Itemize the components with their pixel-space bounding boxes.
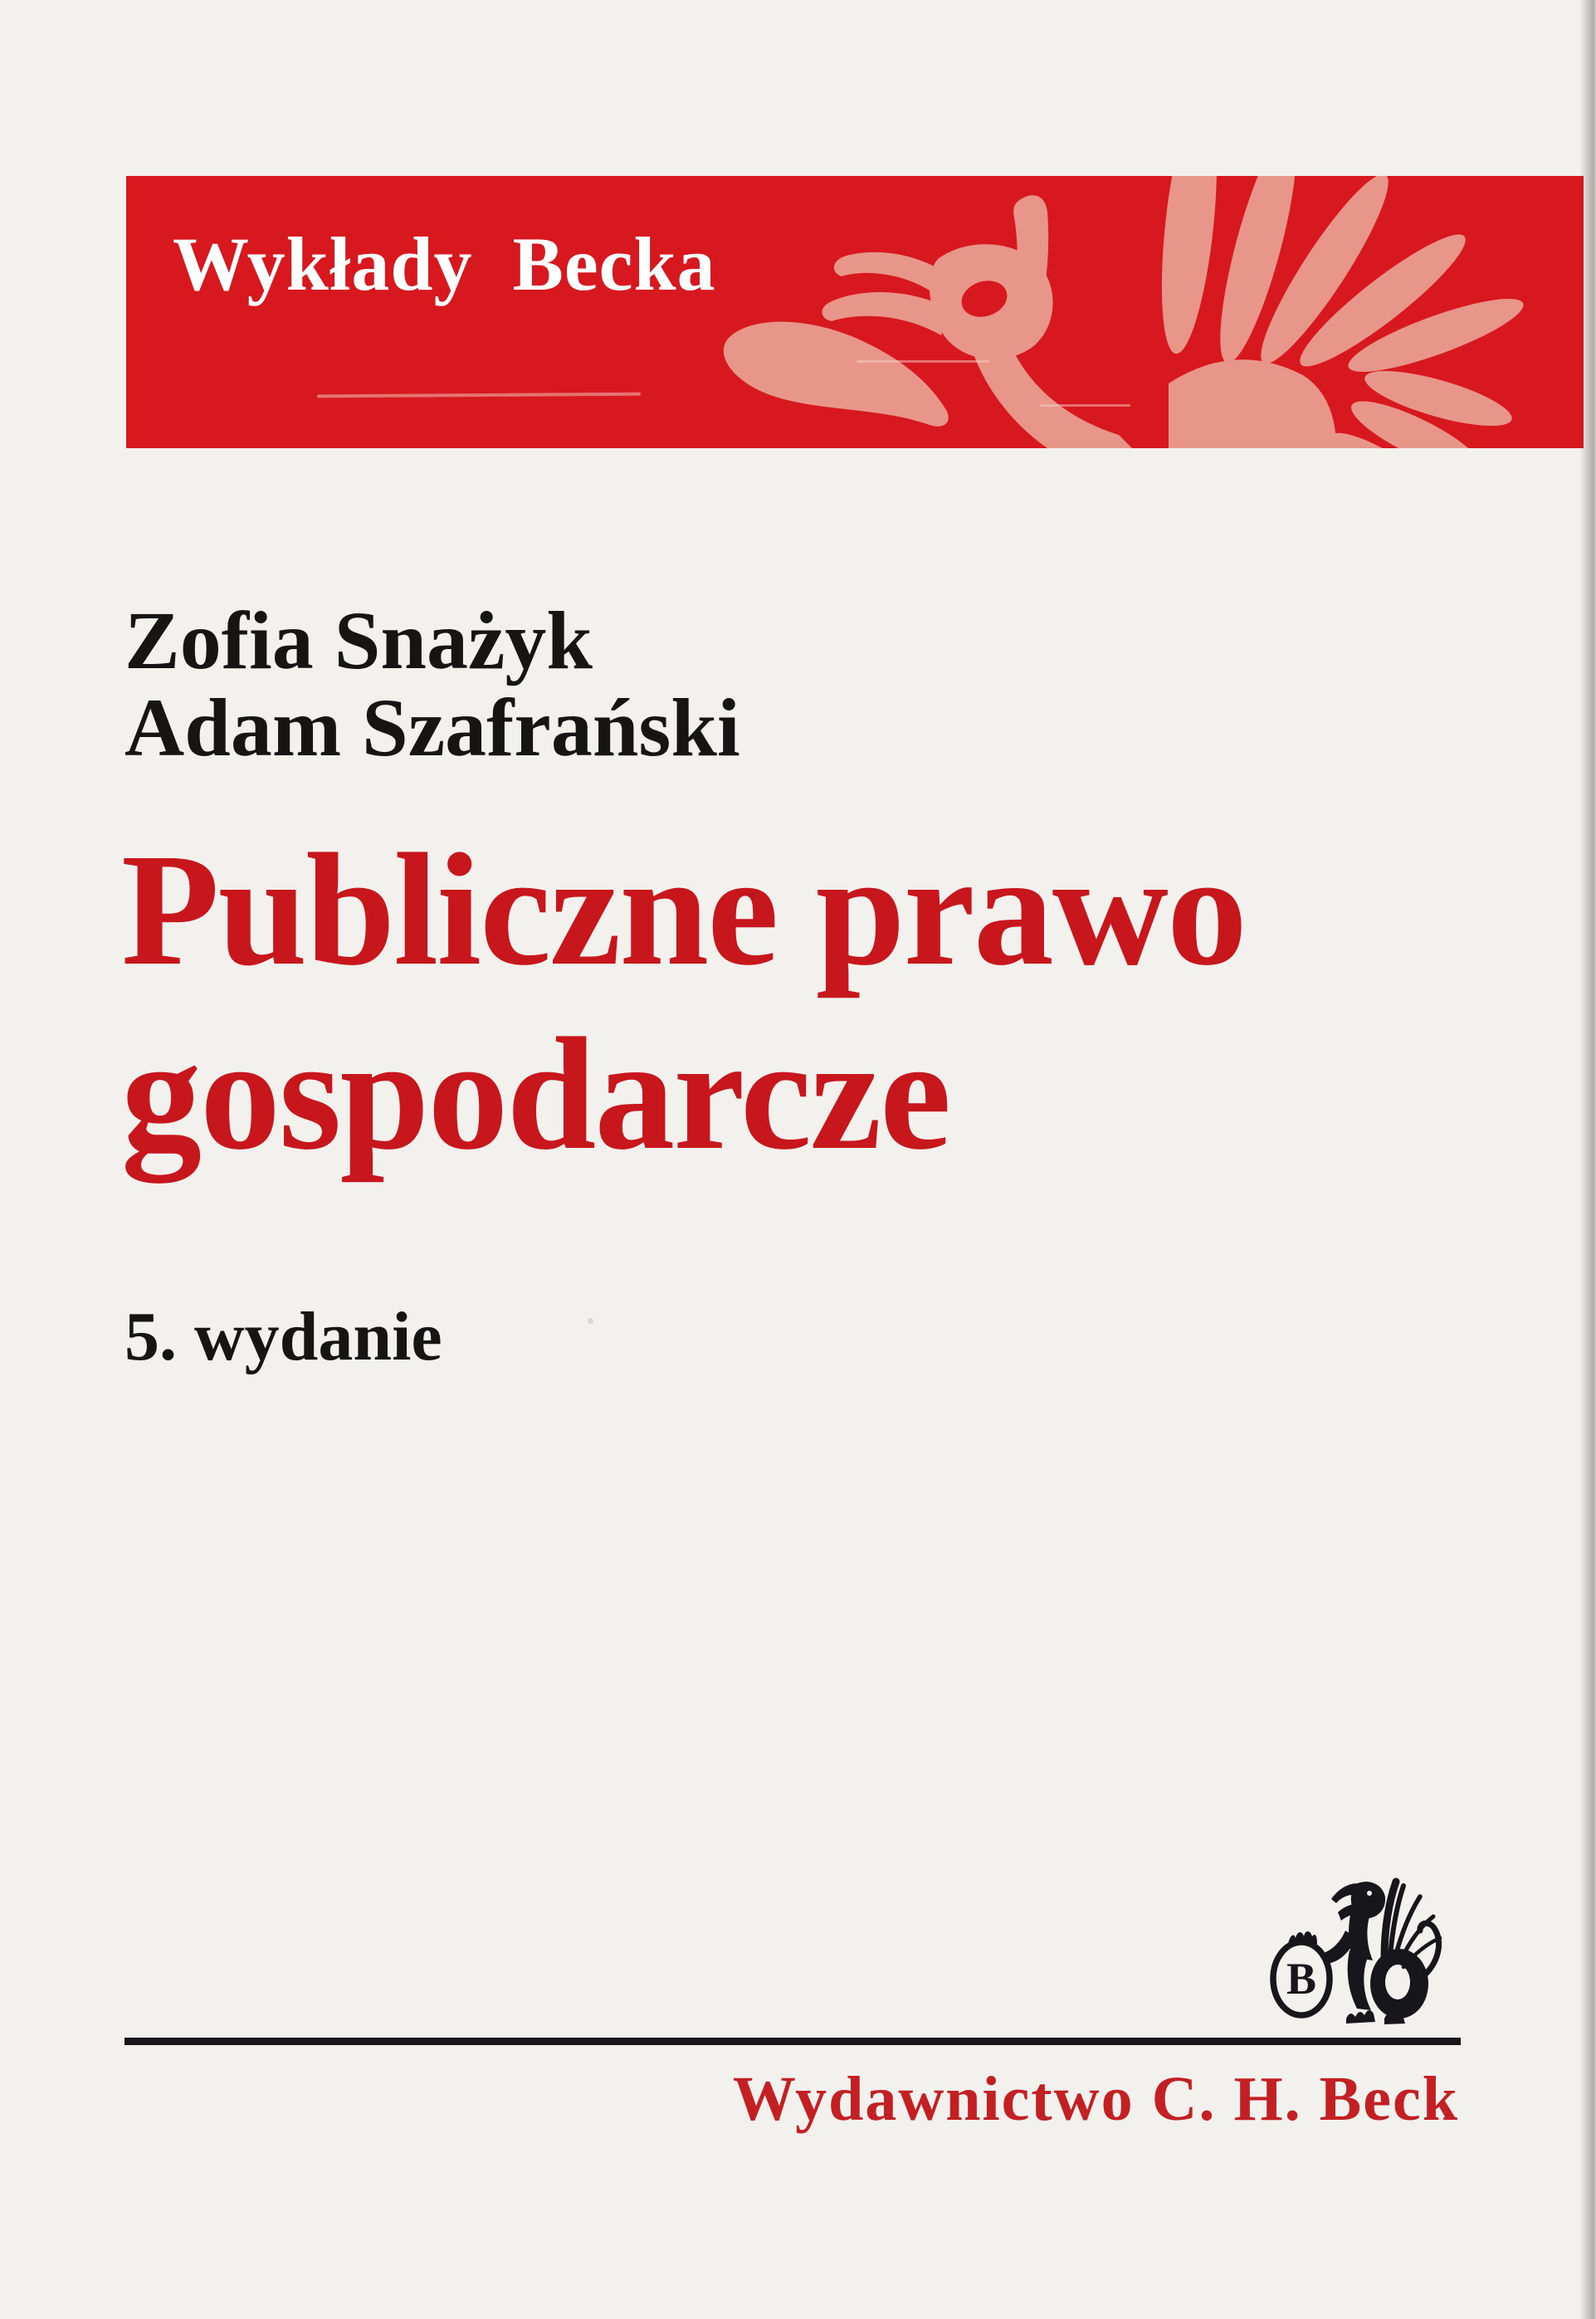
series-banner — [126, 176, 1584, 448]
scan-streak — [857, 360, 989, 363]
author-name: Zofia Snażyk — [124, 594, 593, 686]
divider-rule — [124, 2038, 1461, 2045]
logo-letter: B — [1286, 1954, 1317, 2004]
edition-label: 5. wydanie — [124, 1298, 442, 1375]
beck-eagle-icon — [704, 176, 1584, 448]
scan-streak — [1039, 404, 1130, 407]
book-title-line-2: gospodarcze — [121, 1004, 950, 1183]
scan-streak — [317, 393, 641, 398]
publisher-griffin-logo-icon — [1268, 1877, 1444, 2033]
scan-speck — [588, 1318, 593, 1324]
series-title: Wykłady Becka — [173, 222, 716, 306]
author-name: Adam Szafrański — [124, 681, 740, 774]
publisher-name: Wydawnictwo C. H. Beck — [732, 2064, 1459, 2134]
page-edge-shadow — [1579, 0, 1596, 2319]
book-title-line-1: Publiczne prawo — [121, 820, 1246, 998]
